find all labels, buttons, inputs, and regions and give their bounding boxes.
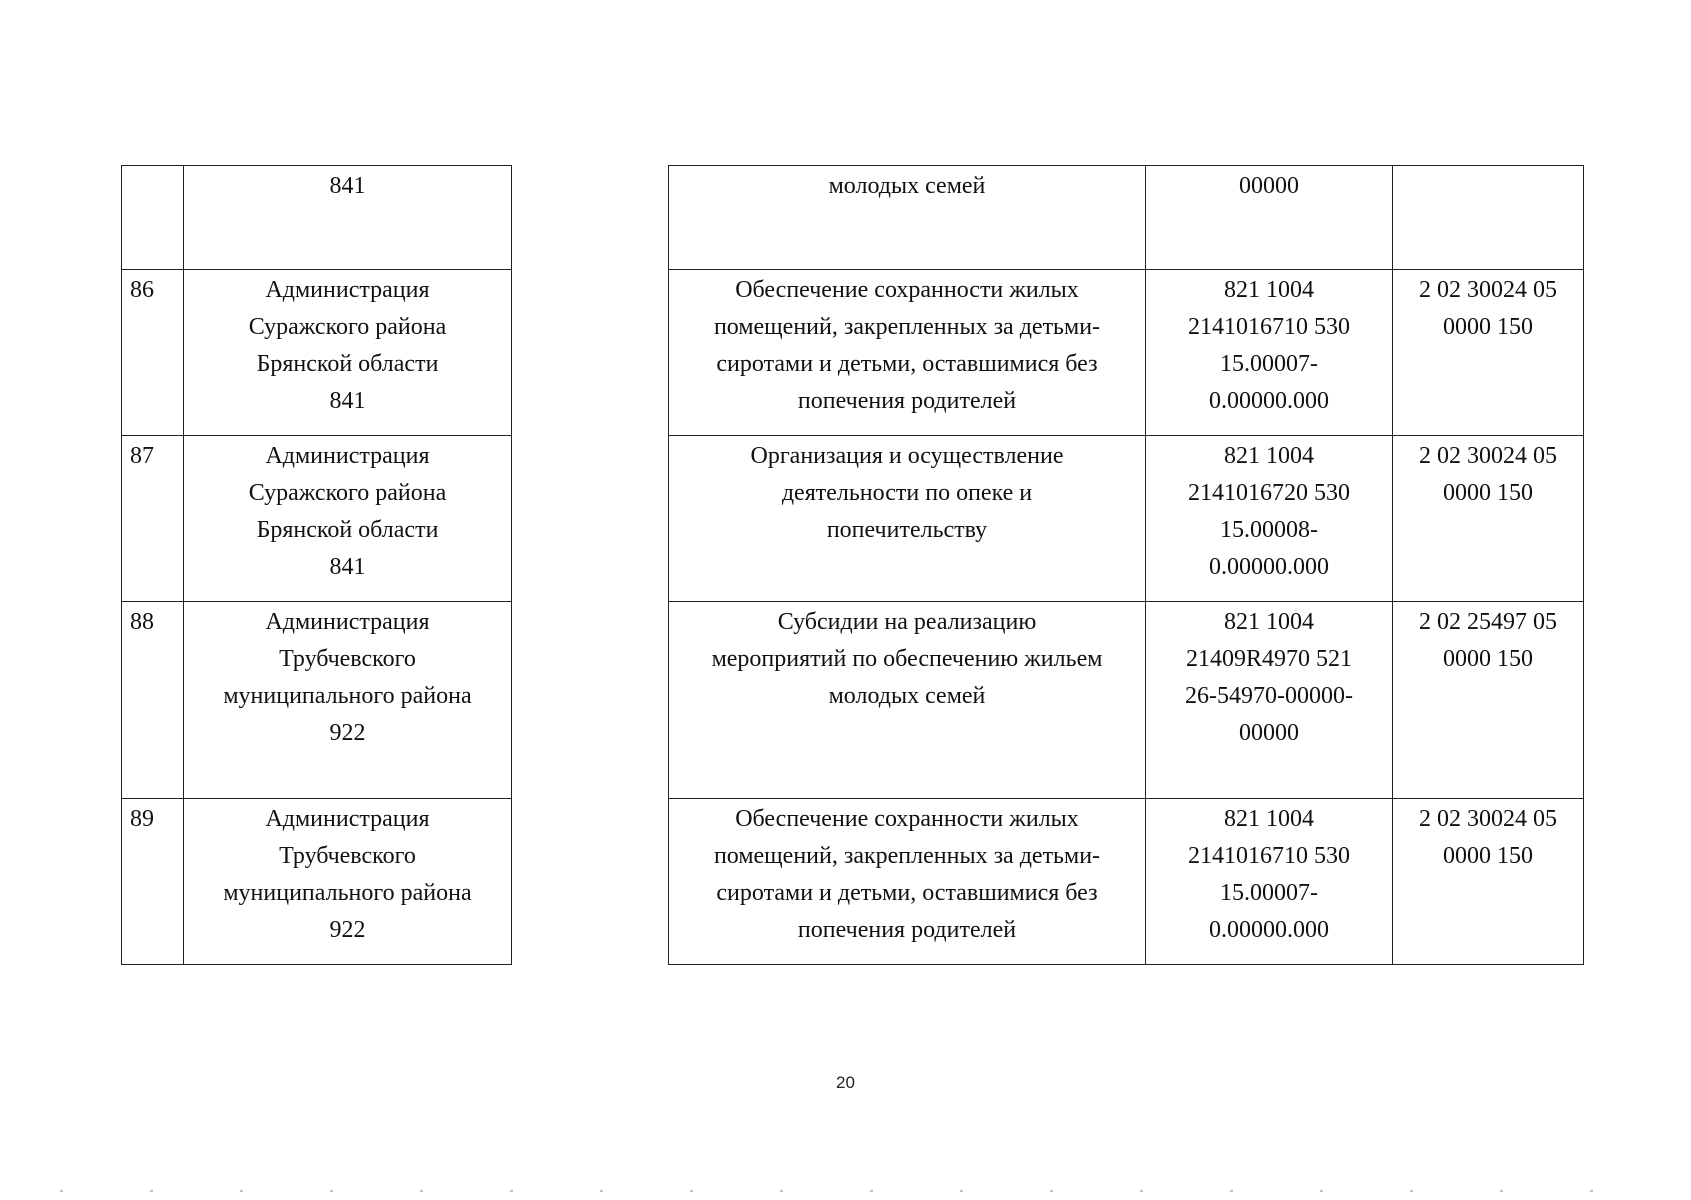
budget-code-line: 821 1004: [1224, 609, 1314, 635]
organization-cell: [184, 602, 512, 799]
purpose-line: помещений, закрепленных за детьми-: [713, 843, 1101, 869]
purpose-line: сиротами и детьми, оставшимися без: [716, 880, 1098, 906]
budget-code-line: 15.00007-: [1220, 880, 1318, 906]
budget-code-line: 26-54970-00000-: [1185, 683, 1353, 709]
empty-cell: [512, 799, 669, 965]
revenue-code-line: 2 02 30024 05: [1419, 806, 1557, 832]
row-number-cell: [122, 166, 184, 270]
budget-code-line: 00000: [1239, 173, 1299, 199]
row-number-cell: [122, 270, 184, 436]
table-row: [122, 799, 1584, 965]
purpose-line: Организация и осуществление: [750, 443, 1064, 469]
row-number: 88: [130, 609, 154, 635]
table-row: [122, 166, 1584, 270]
budget-code-cell: [1146, 602, 1393, 799]
organization-line: Администрация: [265, 609, 430, 635]
table-row: [122, 602, 1584, 799]
purpose-cell: [669, 602, 1146, 799]
budget-code-line: 2141016710 530: [1188, 843, 1350, 869]
revenue-code-line: 0000 150: [1443, 843, 1533, 869]
organization-line: Трубчевского: [279, 843, 416, 869]
budget-code-line: 21409R4970 521: [1185, 646, 1352, 672]
row-number: 89: [130, 806, 154, 832]
organization-line: 841: [329, 554, 366, 580]
revenue-code-line: 0000 150: [1443, 646, 1533, 672]
revenue-code-cell: [1393, 799, 1584, 965]
budget-code-line: 15.00007-: [1220, 351, 1318, 377]
budget-code-line: 2141016720 530: [1188, 480, 1350, 506]
revenue-code-cell: [1393, 166, 1584, 270]
budget-code-line: 821 1004: [1224, 277, 1314, 303]
budget-code-cell: [1146, 799, 1393, 965]
purpose-line: мероприятий по обеспечению жильем: [711, 646, 1103, 672]
organization-line: Администрация: [265, 443, 430, 469]
purpose-cell: [669, 166, 1146, 270]
budget-code-line: 0.00000.000: [1209, 917, 1329, 943]
purpose-line: Обеспечение сохранности жилых: [735, 806, 1079, 832]
purpose-cell: [669, 270, 1146, 436]
scan-artifact-dots: [60, 1190, 1620, 1192]
organization-cell: [184, 270, 512, 436]
empty-cell: [512, 166, 669, 270]
organization-line: Администрация: [265, 806, 430, 832]
revenue-code-cell: [1393, 602, 1584, 799]
row-number-cell: [122, 602, 184, 799]
organization-cell: [184, 436, 512, 602]
purpose-cell: [669, 436, 1146, 602]
row-number: 86: [130, 277, 154, 303]
organization-line: Брянской области: [256, 351, 439, 377]
organization-line: Администрация: [265, 277, 430, 303]
budget-code-line: 2141016710 530: [1188, 314, 1350, 340]
budget-code-line: 821 1004: [1224, 443, 1314, 469]
organization-line: Трубчевского: [279, 646, 416, 672]
empty-cell: [512, 270, 669, 436]
revenue-code-cell: [1393, 436, 1584, 602]
revenue-code-line: 0000 150: [1443, 314, 1533, 340]
budget-code-line: 0.00000.000: [1209, 554, 1329, 580]
budget-code-line: 0.00000.000: [1209, 388, 1329, 414]
purpose-line: деятельности по опеке и: [781, 480, 1033, 506]
organization-line: муниципального района: [223, 683, 472, 709]
budget-code-line: 00000: [1239, 720, 1299, 746]
budget-code-cell: [1146, 166, 1393, 270]
organization-cell: [184, 799, 512, 965]
page-number: 20: [836, 1073, 855, 1092]
budget-code-line: 821 1004: [1224, 806, 1314, 832]
empty-cell: [512, 602, 669, 799]
budget-code-line: 15.00008-: [1220, 517, 1318, 543]
organization-line: 922: [329, 917, 366, 943]
purpose-line: молодых семей: [828, 173, 986, 199]
organization-line: муниципального района: [223, 880, 472, 906]
row-number: 87: [130, 443, 154, 469]
purpose-line: попечения родителей: [797, 388, 1017, 414]
budget-code-cell: [1146, 270, 1393, 436]
table-row: [122, 436, 1584, 602]
organization-line: Суражского района: [248, 314, 447, 340]
purpose-line: сиротами и детьми, оставшимися без: [716, 351, 1098, 377]
organization-line: 922: [329, 720, 366, 746]
row-number-cell: [122, 436, 184, 602]
organization-line: 841: [329, 388, 366, 414]
purpose-line: молодых семей: [828, 683, 986, 709]
revenue-code-line: 2 02 30024 05: [1419, 443, 1557, 469]
row-number-cell: [122, 799, 184, 965]
organization-line: 841: [329, 173, 366, 199]
organization-line: Суражского района: [248, 480, 447, 506]
purpose-line: помещений, закрепленных за детьми-: [713, 314, 1101, 340]
revenue-code-cell: [1393, 270, 1584, 436]
purpose-line: Субсидии на реализацию: [777, 609, 1037, 635]
budget-code-cell: [1146, 436, 1393, 602]
table-row: [122, 270, 1584, 436]
purpose-cell: [669, 799, 1146, 965]
organization-cell: [184, 166, 512, 270]
purpose-line: попечительству: [826, 517, 988, 543]
revenue-code-line: 0000 150: [1443, 480, 1533, 506]
purpose-line: Обеспечение сохранности жилых: [735, 277, 1079, 303]
purpose-line: попечения родителей: [797, 917, 1017, 943]
revenue-code-line: 2 02 25497 05: [1419, 609, 1557, 635]
empty-cell: [512, 436, 669, 602]
revenue-code-line: 2 02 30024 05: [1419, 277, 1557, 303]
registry-table: [121, 165, 1584, 965]
organization-line: Брянской области: [256, 517, 439, 543]
